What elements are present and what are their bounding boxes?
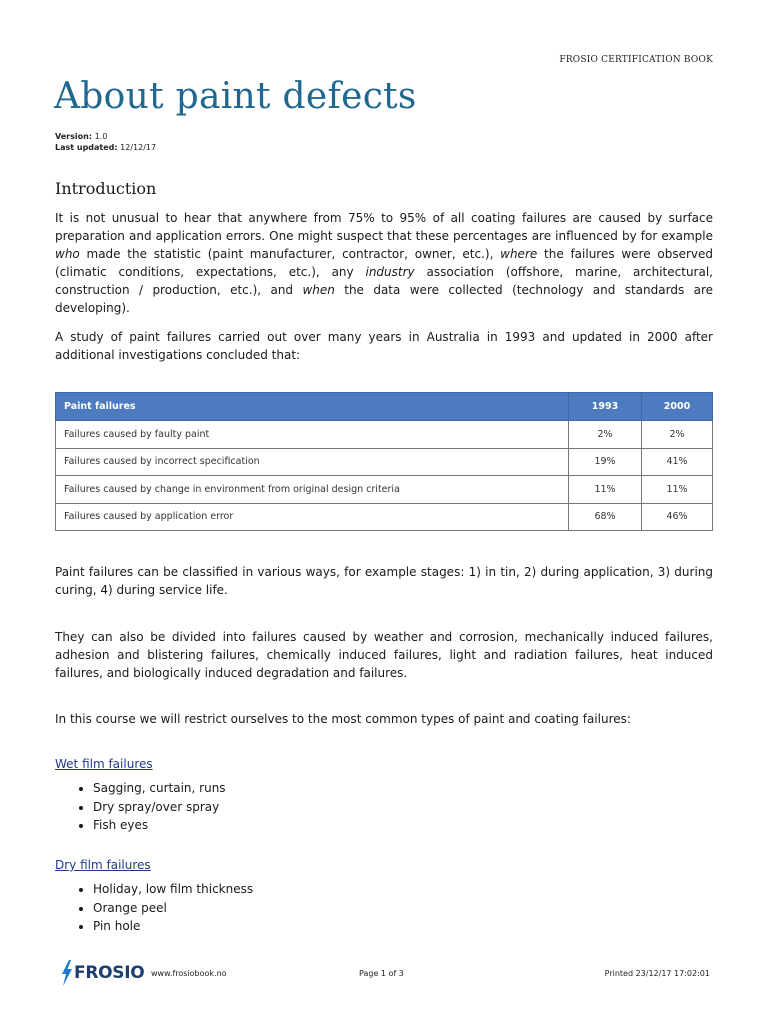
list-item: • Pin hole bbox=[93, 917, 253, 936]
list-item: • Sagging, curtain, runs bbox=[93, 779, 226, 798]
table-cell: 68% bbox=[569, 503, 642, 531]
table-header-cell: 2000 bbox=[642, 393, 713, 421]
last-updated-value: 12/12/17 bbox=[120, 143, 157, 152]
introduction-heading: Introduction bbox=[55, 179, 157, 198]
dry-film-failures-link[interactable]: Dry film failures bbox=[55, 858, 151, 872]
table-cell: 11% bbox=[642, 476, 713, 504]
table-cell: Failures caused by application error bbox=[56, 503, 569, 531]
book-title-header: FROSIO CERTIFICATION BOOK bbox=[559, 55, 713, 65]
last-updated-line bbox=[55, 143, 156, 152]
page-title: About paint defects bbox=[54, 76, 417, 117]
list-item: • Orange peel bbox=[93, 899, 253, 918]
failure-types-paragraph: They can also be divided into failures caused by weather and corrosion, mechanically induced failures, adhesion and blistering failures, chemically induced failures, light and radiation failures, heat induced failures, and biologically induced degradation and failures. bbox=[55, 630, 713, 680]
table-cell: Failures caused by change in environment from original design criteria bbox=[56, 476, 569, 504]
course-scope-paragraph: In this course we will restrict ourselves to the most common types of paint and coating failures: bbox=[55, 712, 631, 726]
table-cell: 2% bbox=[569, 421, 642, 449]
wet-film-failures-list bbox=[55, 779, 226, 835]
dry-film-failures-list bbox=[55, 880, 253, 936]
table-row bbox=[56, 503, 713, 531]
table-cell: 46% bbox=[642, 503, 713, 531]
table-row bbox=[56, 476, 713, 504]
version-line bbox=[55, 132, 107, 141]
paint-failures-table bbox=[55, 392, 713, 531]
table-row bbox=[56, 421, 713, 449]
wet-film-failures-link[interactable]: Wet film failures bbox=[55, 757, 153, 771]
version-value: 1.0 bbox=[94, 132, 108, 141]
table-cell: Failures caused by faulty paint bbox=[56, 421, 569, 449]
logo-wordmark: FROSIO bbox=[74, 963, 145, 983]
frosio-logo-icon bbox=[60, 960, 74, 986]
list-item: • Fish eyes bbox=[93, 816, 226, 835]
list-item: • Holiday, low film thickness bbox=[93, 880, 253, 899]
intro-paragraph-1: It is not unusual to hear that anywhere from 75% to 95% of all coating failures are caused by surface preparation and application errors. One might suspect that these percentages are influenced by for example who made the statistic (paint manufacturer, contractor, owner, etc.), where the failures were observed (climatic conditions, expectations, etc.), any industry association (offshore, marine, architectural, construction / production, etc.), and when the data were collected (technology and standards are developing). bbox=[55, 211, 714, 315]
table-cell: 41% bbox=[642, 448, 713, 476]
table-cell: 11% bbox=[569, 476, 642, 504]
table-cell: 19% bbox=[569, 448, 642, 476]
last-updated-label: Last updated: bbox=[55, 143, 118, 152]
table-header-cell: Paint failures bbox=[56, 393, 569, 421]
intro-paragraph-2: A study of paint failures carried out over many years in Australia in 1993 and updated in 2000 after additional investigations concluded that: bbox=[55, 330, 713, 362]
footer-page-number: Page 1 of 3 bbox=[359, 969, 404, 978]
frosio-logo bbox=[60, 960, 144, 986]
table-cell: Failures caused by incorrect specification bbox=[56, 448, 569, 476]
footer-printed-timestamp: Printed 23/12/17 17:02:01 bbox=[604, 969, 710, 978]
table-row bbox=[56, 448, 713, 476]
classification-paragraph: Paint failures can be classified in various ways, for example stages: 1) in tin, 2) during application, 3) during curing, 4) during service life. bbox=[55, 565, 713, 597]
table-header-row bbox=[56, 393, 713, 421]
footer-website: www.frosiobook.no bbox=[151, 969, 227, 978]
version-label: Version: bbox=[55, 132, 93, 141]
table-header-cell: 1993 bbox=[569, 393, 642, 421]
table-cell: 2% bbox=[642, 421, 713, 449]
list-item: • Dry spray/over spray bbox=[93, 798, 226, 817]
